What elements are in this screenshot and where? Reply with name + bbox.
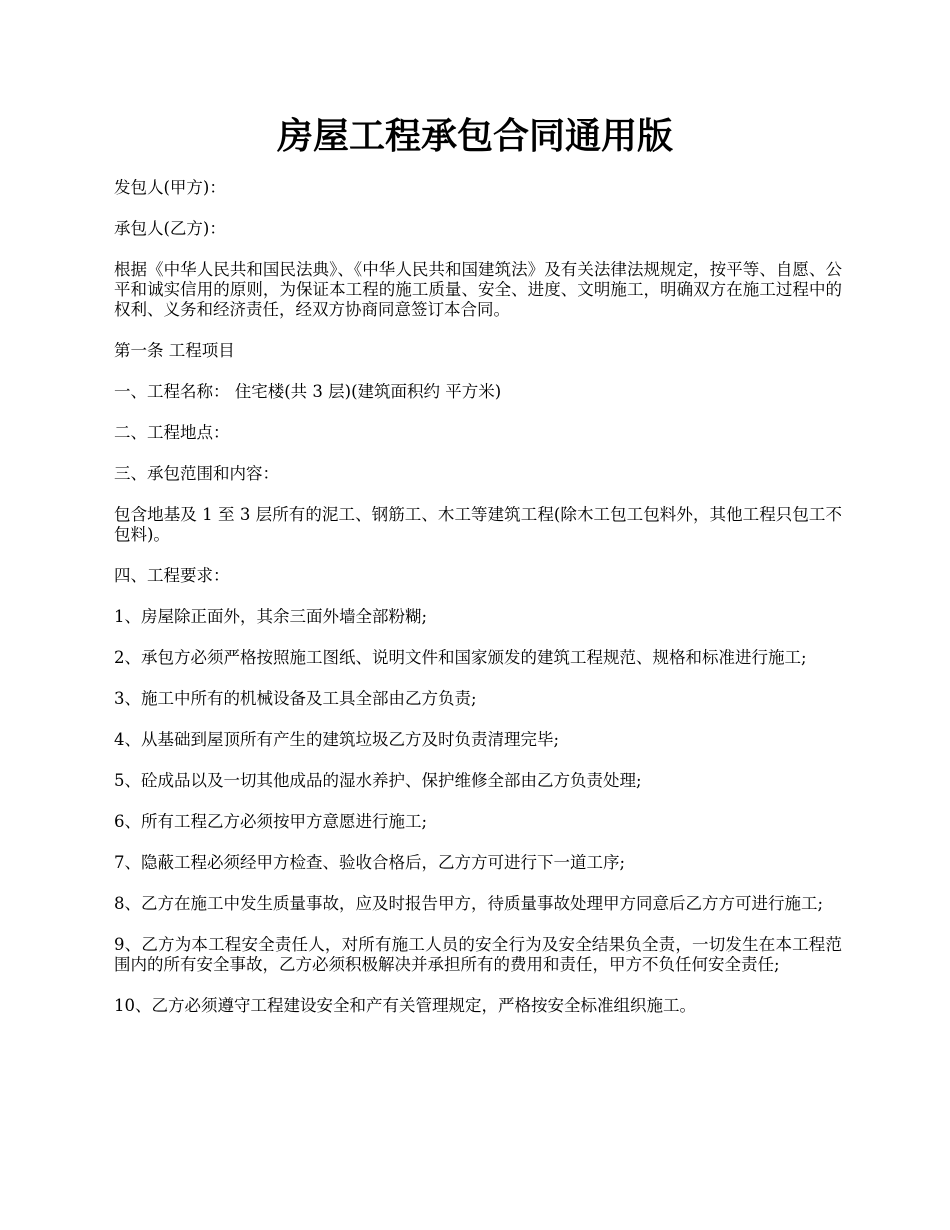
project-name-line: 一、工程名称： 住宅楼(共 3 层)(建筑面积约 平方米) [114,382,502,401]
requirements-heading: 四、工程要求： [114,566,230,585]
project-location-line: 二、工程地点： [114,423,230,442]
article-heading: 第一条 工程项目 [114,341,235,360]
document-body [114,178,842,1037]
scope-paragraph: 包含地基及 1 至 3 层所有的泥工、钢筋工、木工等建筑工程(除木工包工包料外，其他工程只包工不包料)。 [114,505,842,544]
requirement-item: 4、从基础到屋顶所有产生的建筑垃圾乙方及时负责清理完毕; [114,730,560,749]
requirement-item: 5、砼成品以及一切其他成品的湿水养护、保护维修全部由乙方负责处理; [114,771,642,790]
party-a-line: 发包人(甲方)： [114,178,226,197]
requirement-item: 7、隐蔽工程必须经甲方检查、验收合格后，乙方方可进行下一道工序; [114,853,626,872]
requirement-item: 3、施工中所有的机械设备及工具全部由乙方负责; [114,689,477,708]
requirement-item: 6、所有工程乙方必须按甲方意愿进行施工; [114,812,428,831]
requirement-item: 10、乙方必须遵守工程建设安全和产有关管理规定，严格按安全标准组织施工。 [114,996,696,1015]
requirement-item: 8、乙方在施工中发生质量事故，应及时报告甲方，待质量事故处理甲方同意后乙方方可进行施工; [114,894,824,913]
requirement-item: 2、承包方必须严格按照施工图纸、说明文件和国家颁发的建筑工程规范、规格和标准进行施工; [114,648,807,667]
requirement-item: 9、乙方为本工程安全责任人，对所有施工人员的安全行为及安全结果负全责，一切发生在本工程范围内的所有安全事故，乙方必须积极解决并承担所有的费用和责任，甲方不负任何安全责任; [114,935,842,974]
requirement-item: 1、房屋除正面外，其余三面外墙全部粉糊; [114,607,428,626]
document-title: 房屋工程承包合同通用版 [276,115,673,157]
party-b-line: 承包人(乙方)： [114,219,226,238]
preamble-paragraph: 根据《中华人民共和国民法典》、《中华人民共和国建筑法》及有关法律法规规定，按平等、自愿、公平和诚实信用的原则，为保证本工程的施工质量、安全、进度、文明施工，明确双方在施工过程中的权利、义务和经济责任，经双方协商同意签订本合同。 [114,260,842,319]
scope-heading: 三、承包范围和内容： [114,464,279,483]
